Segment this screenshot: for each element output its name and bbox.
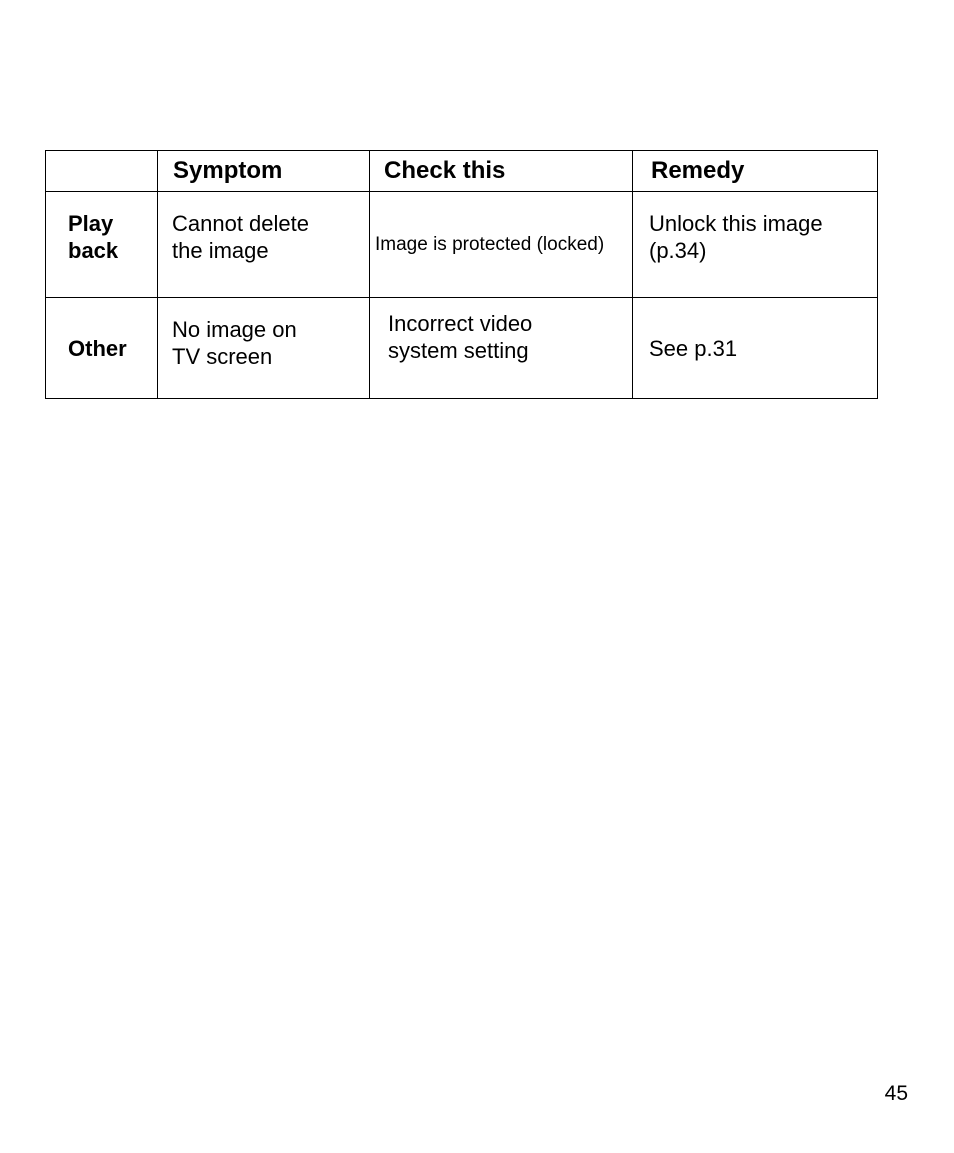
row-remedy-cell bbox=[633, 192, 878, 298]
check-text: Incorrect video bbox=[388, 311, 533, 336]
header-symptom: Symptom bbox=[158, 151, 370, 192]
row-remedy-cell bbox=[633, 298, 878, 399]
header-remedy: Remedy bbox=[633, 151, 878, 192]
table-row bbox=[46, 192, 878, 298]
category-text: Play bbox=[68, 211, 114, 236]
page-number: 45 bbox=[884, 1082, 908, 1105]
table-row bbox=[46, 298, 878, 399]
troubleshooting-table bbox=[45, 150, 878, 399]
table-header-row bbox=[46, 151, 878, 192]
remedy-text: Unlock this image bbox=[649, 211, 823, 236]
remedy-text: See p.31 bbox=[649, 335, 738, 361]
check-text: system setting bbox=[388, 338, 529, 363]
row-check-cell bbox=[370, 298, 633, 399]
remedy-text: (p.34) bbox=[649, 238, 707, 263]
header-check-this: Check this bbox=[370, 151, 633, 192]
row-symptom-cell bbox=[158, 298, 370, 399]
row-check-cell bbox=[370, 192, 633, 298]
row-category-cell bbox=[46, 192, 158, 298]
category-text: Other bbox=[68, 335, 127, 361]
row-category-cell bbox=[46, 298, 158, 399]
symptom-text: No image on bbox=[172, 317, 297, 342]
row-symptom-cell bbox=[158, 192, 370, 298]
check-text: Image is protected (locked) bbox=[375, 233, 605, 255]
symptom-text: TV screen bbox=[172, 344, 273, 369]
symptom-text: the image bbox=[172, 238, 269, 263]
category-text: back bbox=[68, 238, 119, 263]
symptom-text: Cannot delete bbox=[172, 211, 309, 236]
header-category bbox=[46, 151, 158, 192]
